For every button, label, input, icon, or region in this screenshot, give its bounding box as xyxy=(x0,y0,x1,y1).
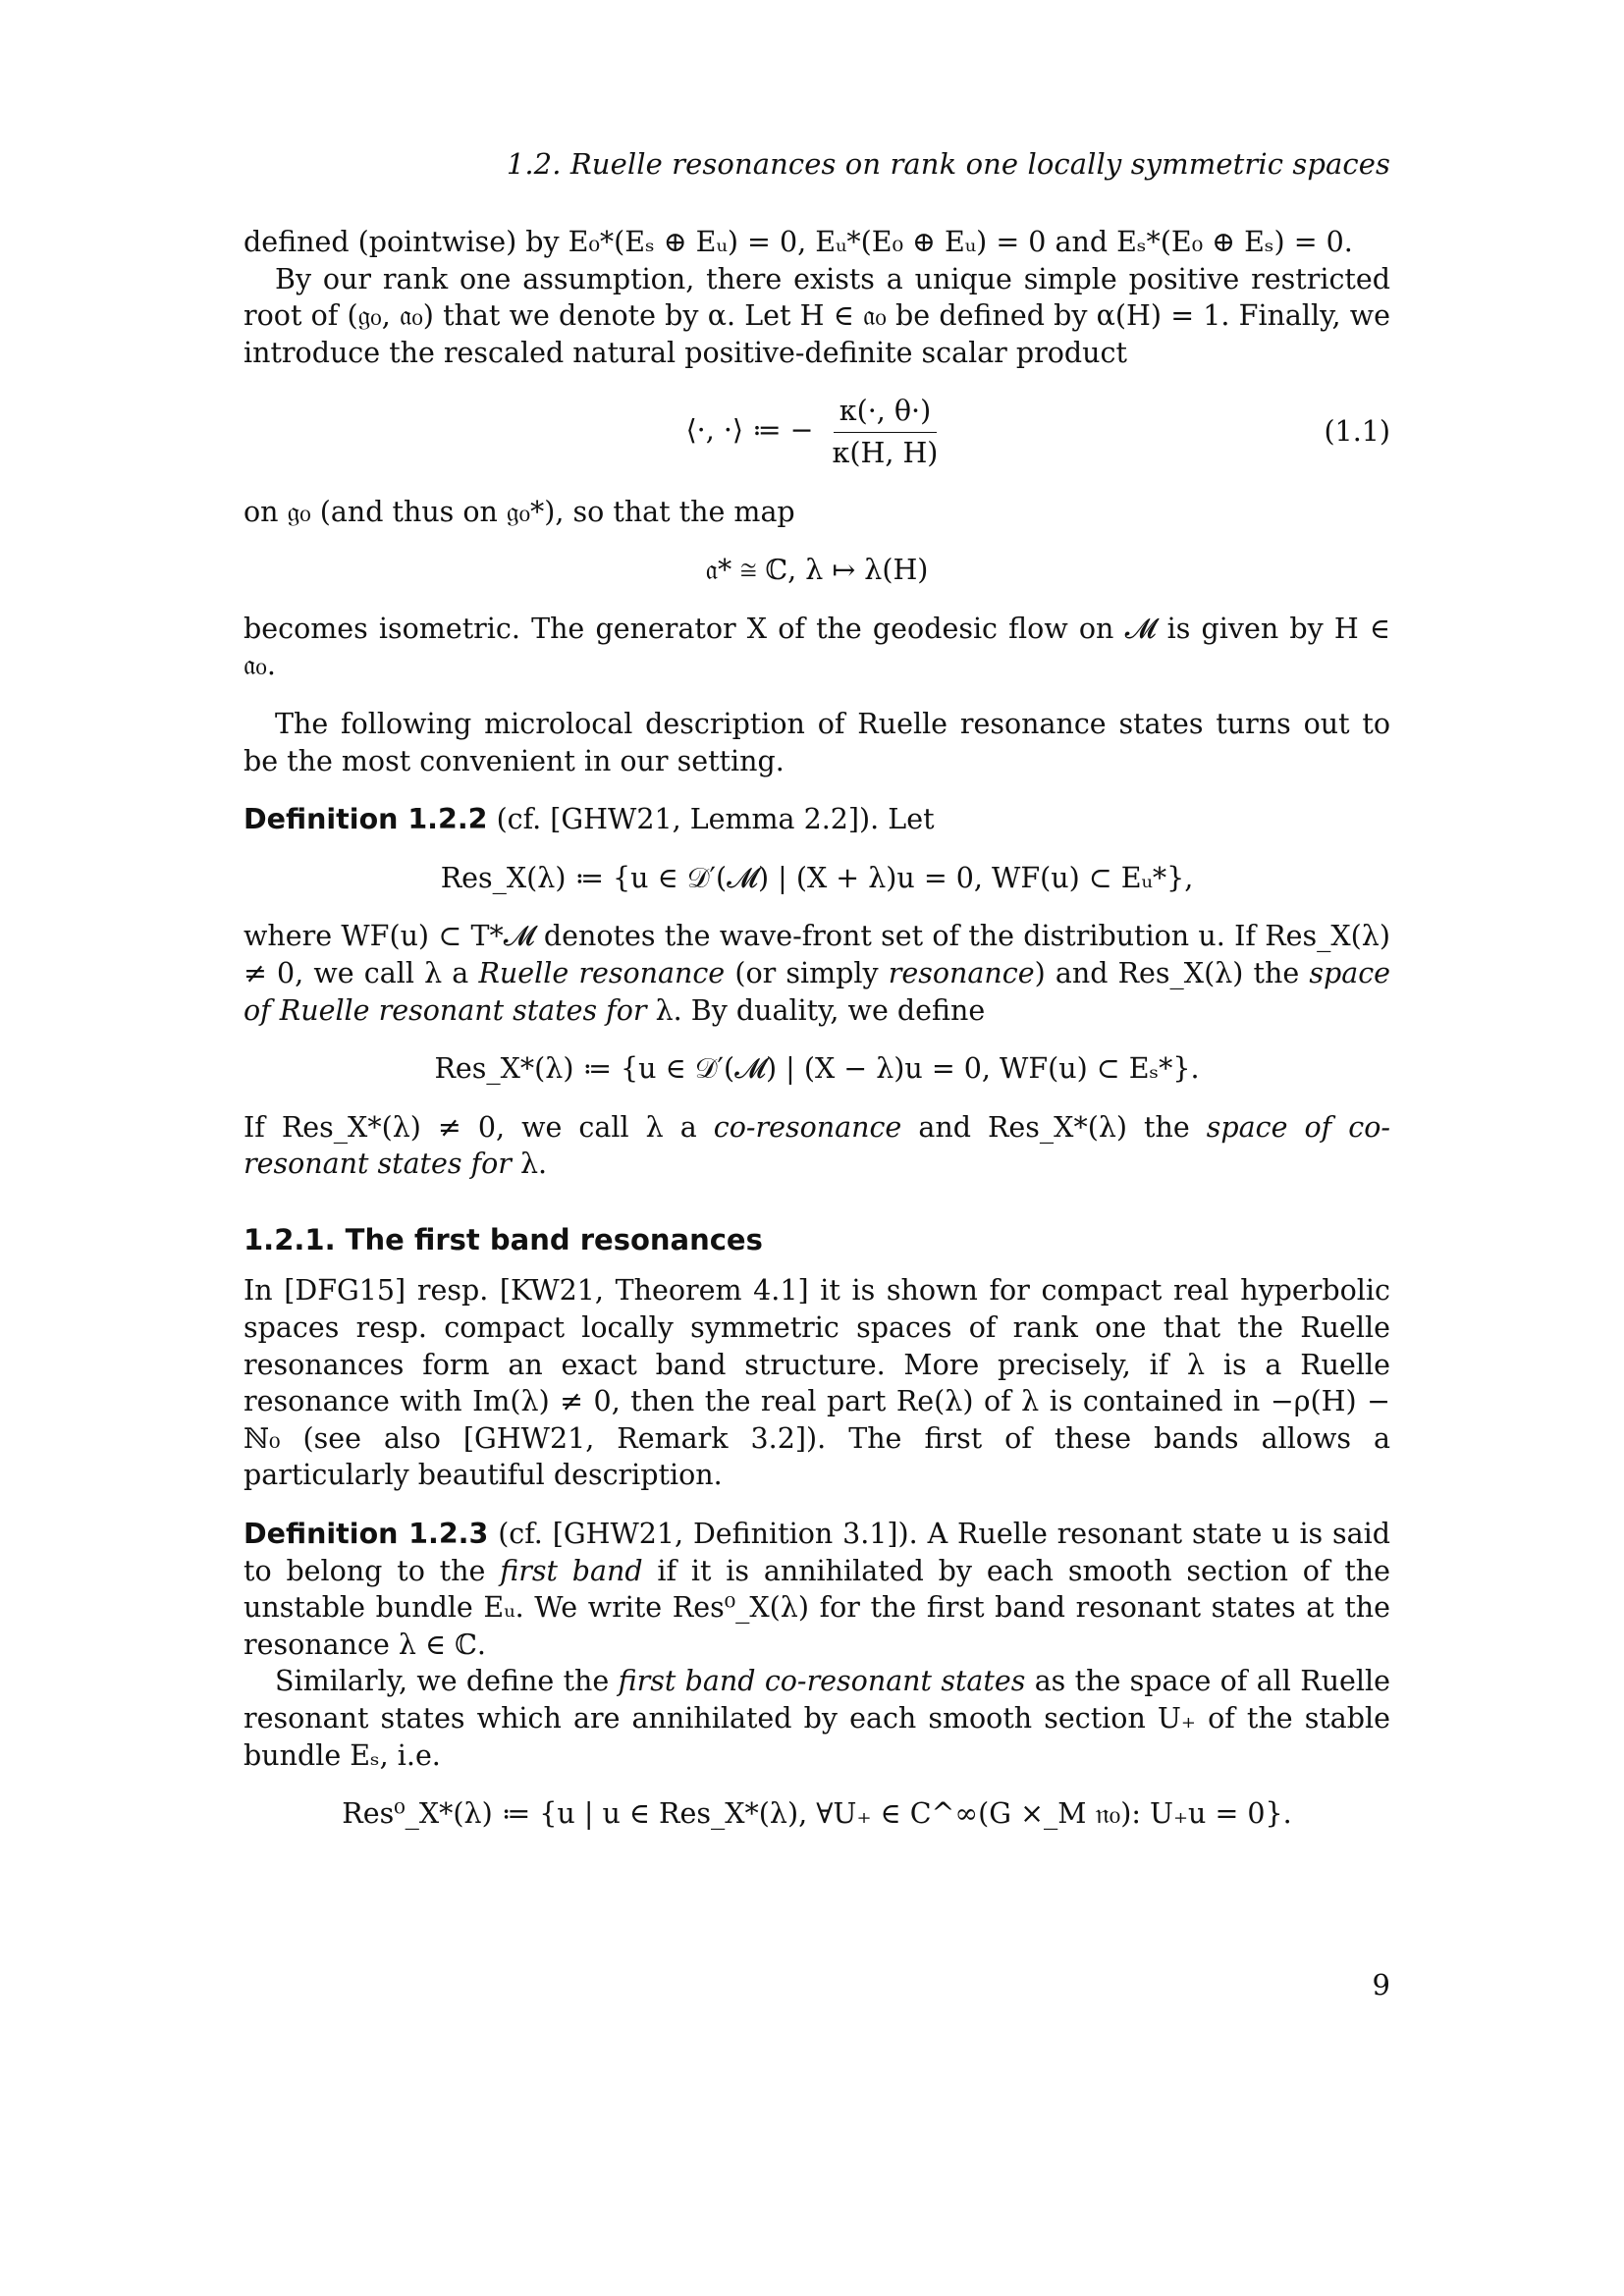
paragraph-co-resonance xyxy=(244,1109,1390,1183)
text-span: If Res_X*(λ) ≠ 0, we call λ a xyxy=(244,1110,697,1144)
text-span: where WF(u) ⊂ T*𝓜 denotes the wave-front set of the distribution u. If Res_X(λ) ≠ 0, we call λ a xyxy=(244,920,1390,989)
text-span: Similarly, we define the xyxy=(275,1665,610,1698)
definition-citation: (cf. [GHW21, Definition 3.1]). xyxy=(498,1518,918,1551)
definition-label: Definition 1.2.3 xyxy=(244,1518,489,1551)
paragraph-isometric: becomes isometric. The generator X of the geodesic flow on 𝓜 is given by H ∈ 𝔞₀. xyxy=(244,612,1390,682)
equation-lhs: ⟨·, ·⟩ ≔ − xyxy=(685,413,814,447)
text-span: and Res_X*(λ) the xyxy=(918,1110,1190,1144)
emphasis: space of Ruelle resonant states for xyxy=(244,956,1391,1027)
equation-res0-x-star: Res⁰_X*(λ) ≔ {u | u ∈ Res_X*(λ), ∀U₊ ∈ C^∞(G ×_M 𝔫₀): U₊u = 0}. xyxy=(342,1797,1292,1831)
text-span: λ. xyxy=(519,1148,548,1181)
definition-lead: Let xyxy=(888,803,935,836)
text-span: A Ruelle resonant state u is said to belong to the xyxy=(244,1518,1391,1587)
paragraph-band-structure: In [DFG15] resp. [KW21, Theorem 4.1] it is shown for compact real hyperbolic spaces resp. compact locally symmetric spaces of rank one that the Ruelle resonances form an exact band structure. More precisely, if λ is a Ruelle resonance with Im(λ) ≠ 0, then the real part Re(λ) of λ is contained in −ρ(H) − ℕ₀ (see also [GHW21, Remark 3.2]). The first of these bands allows a particularly beautiful description. xyxy=(244,1274,1390,1492)
equation-number: (1.1) xyxy=(1324,415,1390,449)
equation-isometry: 𝔞* ≅ ℂ, λ ↦ λ(H) xyxy=(705,554,929,587)
paragraph-on-g0: on 𝔤₀ (and thus on 𝔤₀*), so that the map xyxy=(244,495,795,528)
text-span: λ. By duality, we define xyxy=(655,993,986,1027)
definition-1-2-3 xyxy=(244,1516,1390,1663)
equation-res-x-star: Res_X*(λ) ≔ {u ∈ 𝒟′(𝓜) | (X − λ)u = 0, WF(u) ⊂ Eₛ*}. xyxy=(434,1052,1200,1086)
emphasis: first band co-resonant states xyxy=(618,1665,1026,1698)
paragraph-pointwise: defined (pointwise) by E₀*(Eₛ ⊕ Eᵤ) = 0, Eᵤ*(E₀ ⊕ Eᵤ) = 0 and Eₛ*(E₀ ⊕ Eₛ) = 0. xyxy=(244,226,1353,258)
definition-citation: (cf. [GHW21, Lemma 2.2]). xyxy=(496,803,880,836)
section-heading: 1.2.1. The first band resonances xyxy=(244,1222,763,1256)
fraction-numerator: κ(·, θ·) xyxy=(834,393,937,433)
equation-1-1 xyxy=(244,393,1390,471)
paragraph-rank-one: By our rank one assumption, there exists a unique simple positive restricted root of (𝔤₀, 𝔞₀) that we denote by α. Let H ∈ 𝔞₀ be defined by α(H) = 1. Finally, we introduce the rescaled natural positive-definite scalar product xyxy=(244,262,1390,369)
emphasis: Ruelle resonance xyxy=(478,956,726,989)
fraction xyxy=(827,393,945,471)
running-header: 1.2. Ruelle resonances on rank one locally symmetric spaces xyxy=(506,147,1390,181)
equation-res-x: Res_X(λ) ≔ {u ∈ 𝒟′(𝓜) | (X + λ)u = 0, WF(u) ⊂ Eᵤ*}, xyxy=(440,861,1194,894)
main-content xyxy=(244,224,1390,1854)
definition-label: Definition 1.2.2 xyxy=(244,803,488,836)
emphasis: co-resonance xyxy=(713,1110,902,1144)
text-span: ) and Res_X(λ) the xyxy=(1034,956,1300,989)
paragraph-microlocal: The following microlocal description of Ruelle resonance states turns out to be the most convenient in our setting. xyxy=(244,707,1390,777)
fraction-denominator: κ(H, H) xyxy=(832,436,939,469)
text-span: as the space of all Ruelle resonant states which are annihilated by each smooth section U₊ of the stable bundle Eₛ, i.e. xyxy=(244,1665,1391,1772)
paragraph-first-band-co xyxy=(244,1663,1390,1774)
emphasis: first band xyxy=(500,1554,643,1587)
page-number: 9 xyxy=(1372,1968,1390,2002)
definition-1-2-2 xyxy=(244,801,1390,838)
text-span: if it is annihilated by each smooth section of the unstable bundle Eᵤ. We write Res⁰_X(λ) for the first band resonant states at the resonance λ ∈ ℂ. xyxy=(244,1554,1390,1661)
emphasis: space of co-resonant states for xyxy=(244,1110,1391,1181)
paragraph-wavefront xyxy=(244,918,1390,1029)
text-span: (or simply xyxy=(734,956,879,989)
emphasis: resonance xyxy=(888,956,1035,989)
